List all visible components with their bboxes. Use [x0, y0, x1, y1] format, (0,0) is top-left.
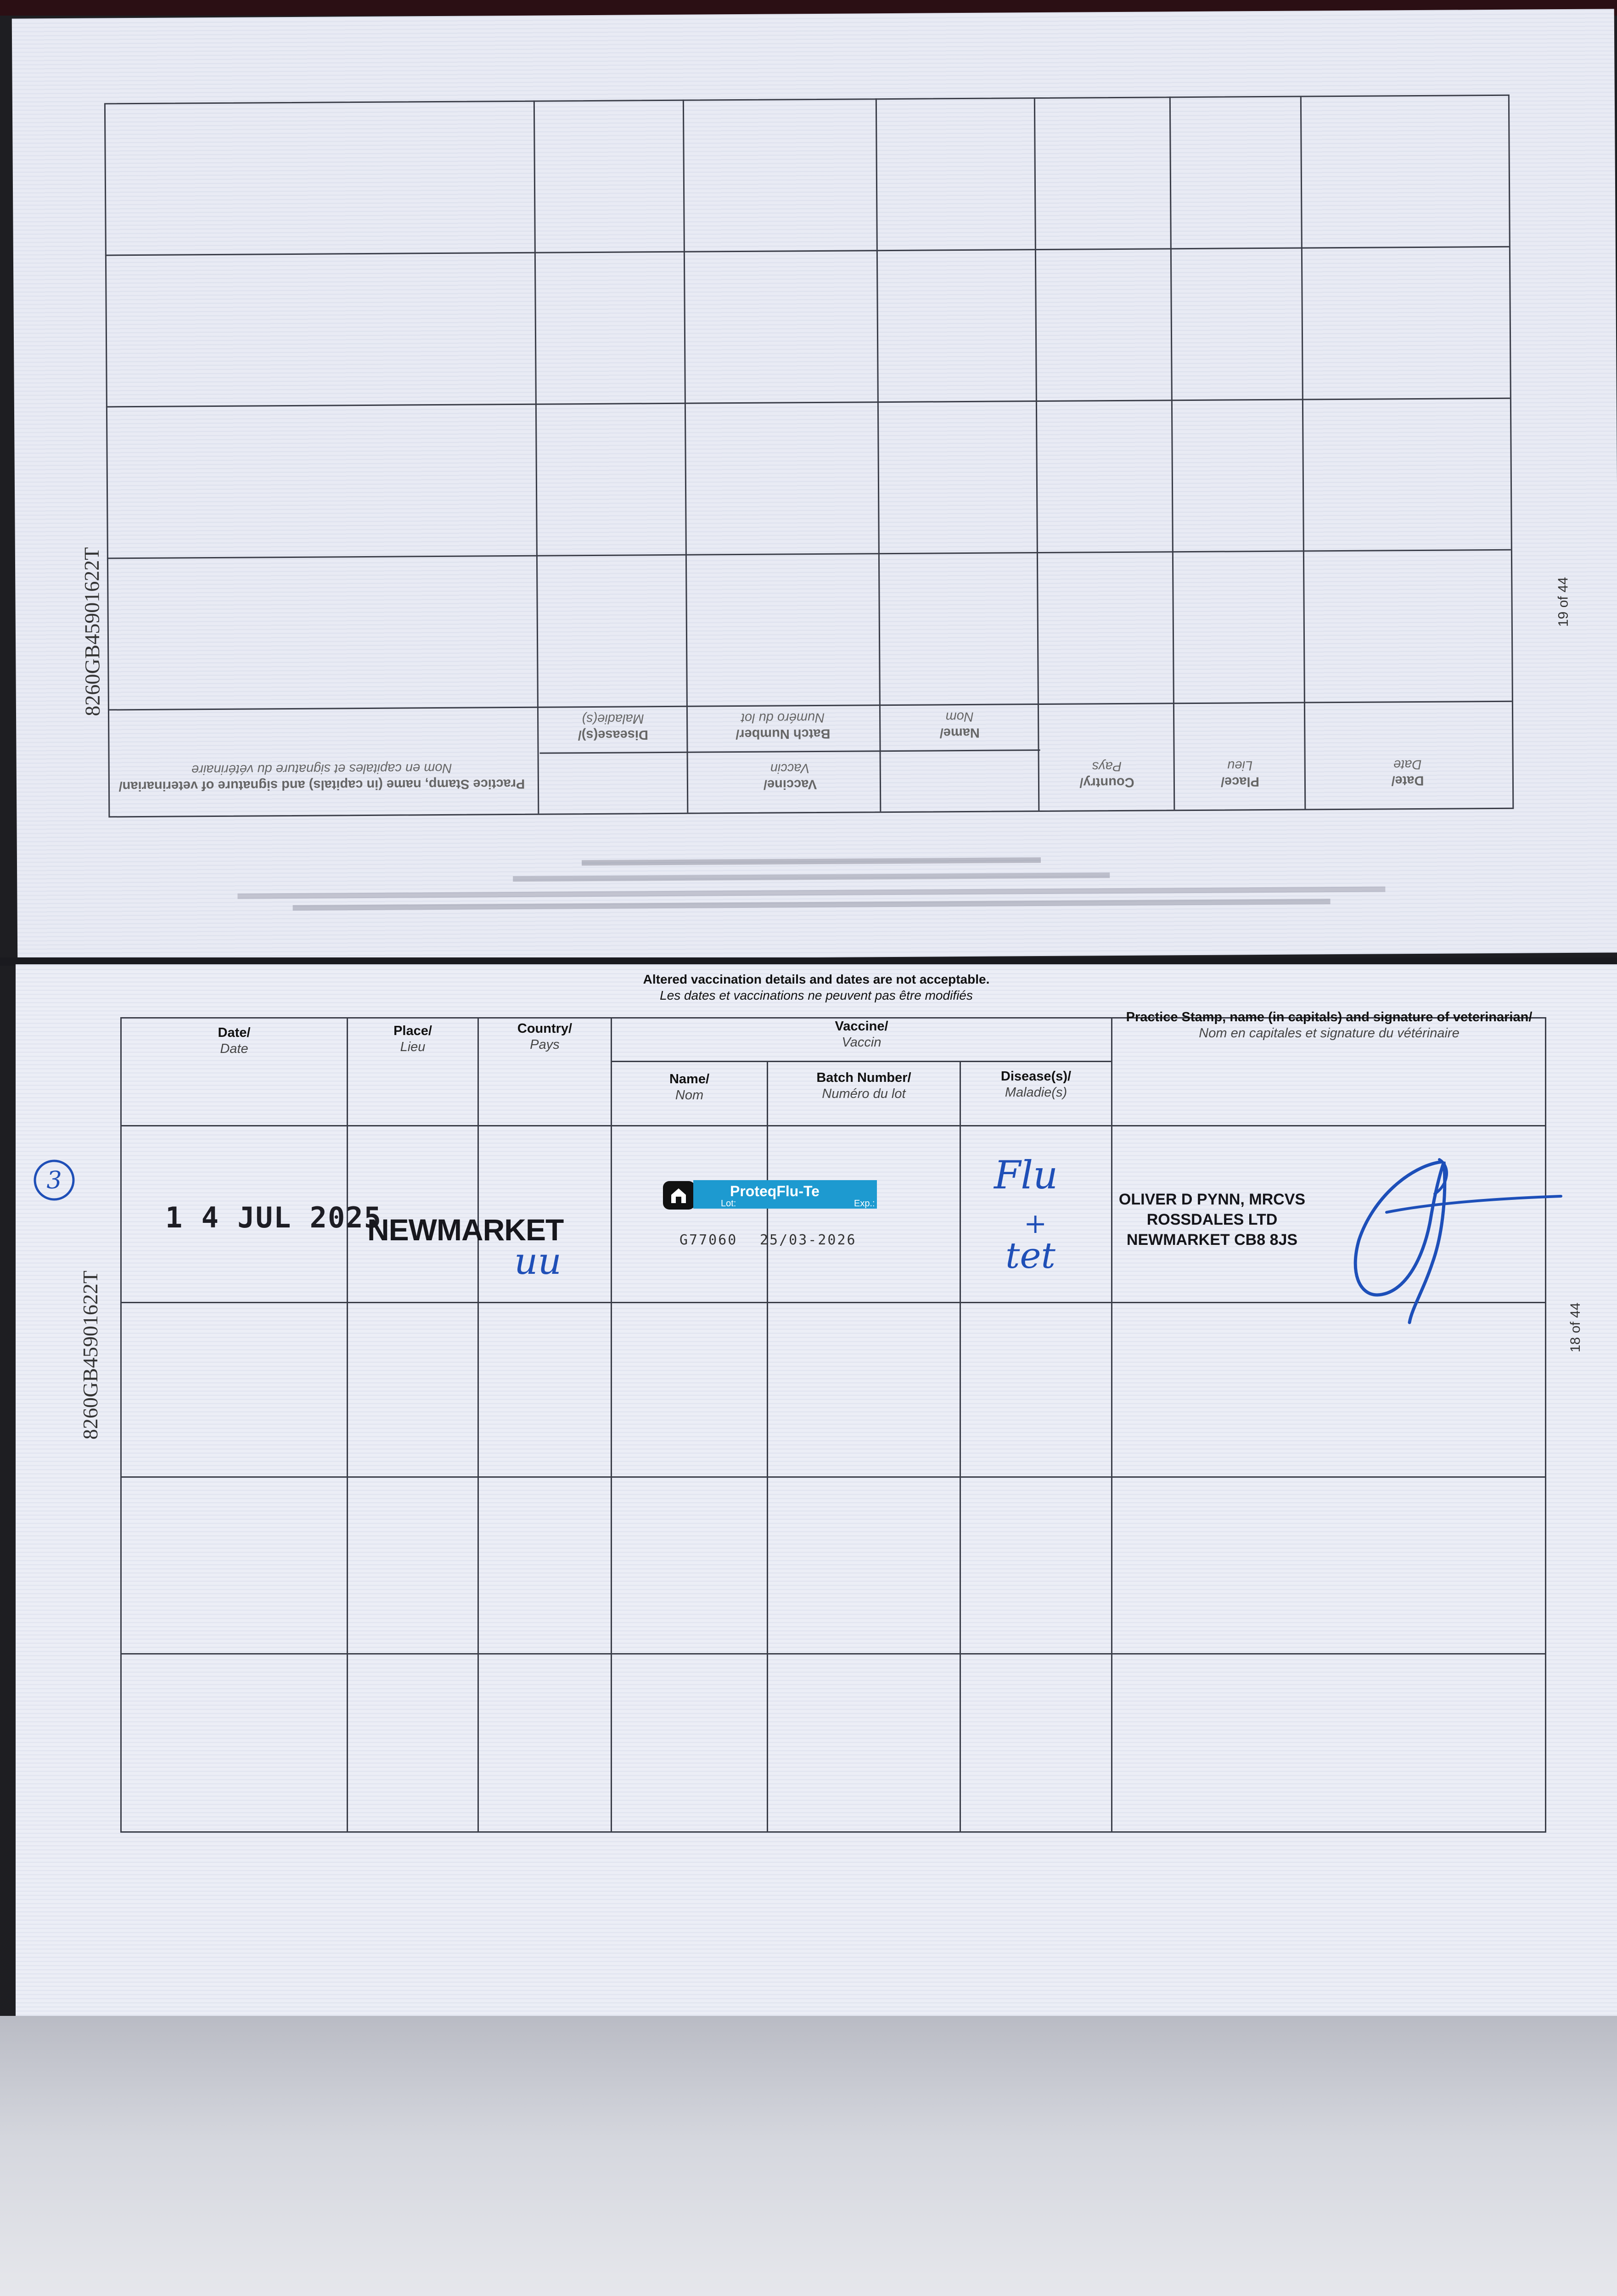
header-country: Country/ Pays	[517, 1021, 573, 1052]
sticker-batch-number: G77060	[679, 1232, 738, 1248]
disease-handwritten-2: +	[1024, 1208, 1047, 1240]
entry-number-circle-icon	[31, 1157, 77, 1203]
header-name: Name/ Nom	[669, 1072, 710, 1103]
header-practice: Practice Stamp, name (in capitals) and signature of veterinarian/ Nom en capitales et signature du vétérinaire	[1126, 1010, 1533, 1041]
alteration-notice: Altered vaccination details and dates are not acceptable. Les dates et vaccinations ne peuvent pas être modifiés	[643, 972, 990, 1002]
entry-date-stamp: 1 4 JUL 2025	[165, 1201, 382, 1234]
background-surface	[0, 2016, 1617, 2296]
vet-signature	[1331, 1148, 1570, 1332]
vaccine-sticker: ProteqFlu-Te Lot: Exp.: G77060 25/03-2026	[661, 1179, 877, 1257]
entry-place-stamp: NEWMARKET	[367, 1213, 564, 1247]
header-vaccine: Vaccine/ Vaccin	[835, 1019, 888, 1050]
sticker-brand: ProteqFlu-Te	[730, 1183, 820, 1199]
header-batch: Batch Number/ Numéro du lot	[816, 1070, 911, 1101]
page-number-bottom: 18 of 44	[1568, 1302, 1583, 1352]
header-disease-top: Disease(s)/ Maladie(s)	[578, 711, 648, 743]
faint-instructions-top	[237, 841, 1386, 917]
header-batch-top: Batch Number/ Numéro du lot	[736, 710, 831, 742]
page-number-top: 19 of 44	[1555, 577, 1571, 627]
header-place: Place/ Lieu	[393, 1024, 432, 1054]
header-name-top: Name/ Nom	[939, 709, 980, 740]
svg-text:3: 3	[46, 1167, 62, 1194]
disease-handwritten-1: Flu	[994, 1153, 1058, 1198]
header-place-top: Place/ Lieu	[1220, 758, 1259, 789]
header-disease: Disease(s)/ Maladie(s)	[1000, 1069, 1072, 1100]
passport-serial-bottom: 8260GB45901622T	[79, 1271, 102, 1440]
header-vaccine-top: Vaccine/ Vaccin	[763, 760, 817, 792]
sticker-expiry: 25/03-2026	[760, 1232, 857, 1248]
passport-page-top	[12, 9, 1617, 962]
sticker-logo-icon	[661, 1179, 698, 1211]
passport-serial-top: 8260GB45901622T	[79, 547, 105, 716]
header-country-top: Country/ Pays	[1079, 759, 1134, 790]
header-date: Date/ Date	[218, 1025, 251, 1056]
disease-handwritten-3: tet	[1005, 1235, 1056, 1277]
entry-country-initials: uu	[514, 1240, 562, 1283]
vaccination-table-bottom	[120, 1017, 1546, 1833]
header-date-top: Date/ Date	[1391, 757, 1424, 788]
vet-practice-stamp: OLIVER D PYNN, MRCVS ROSSDALES LTD NEWMARKET CB8 8JS	[1118, 1191, 1306, 1249]
header-practice-top: Practice Stamp, name (in capitals) and signature of veterinarian/ Nom en capitales et signature du vétérinaire	[118, 760, 525, 793]
